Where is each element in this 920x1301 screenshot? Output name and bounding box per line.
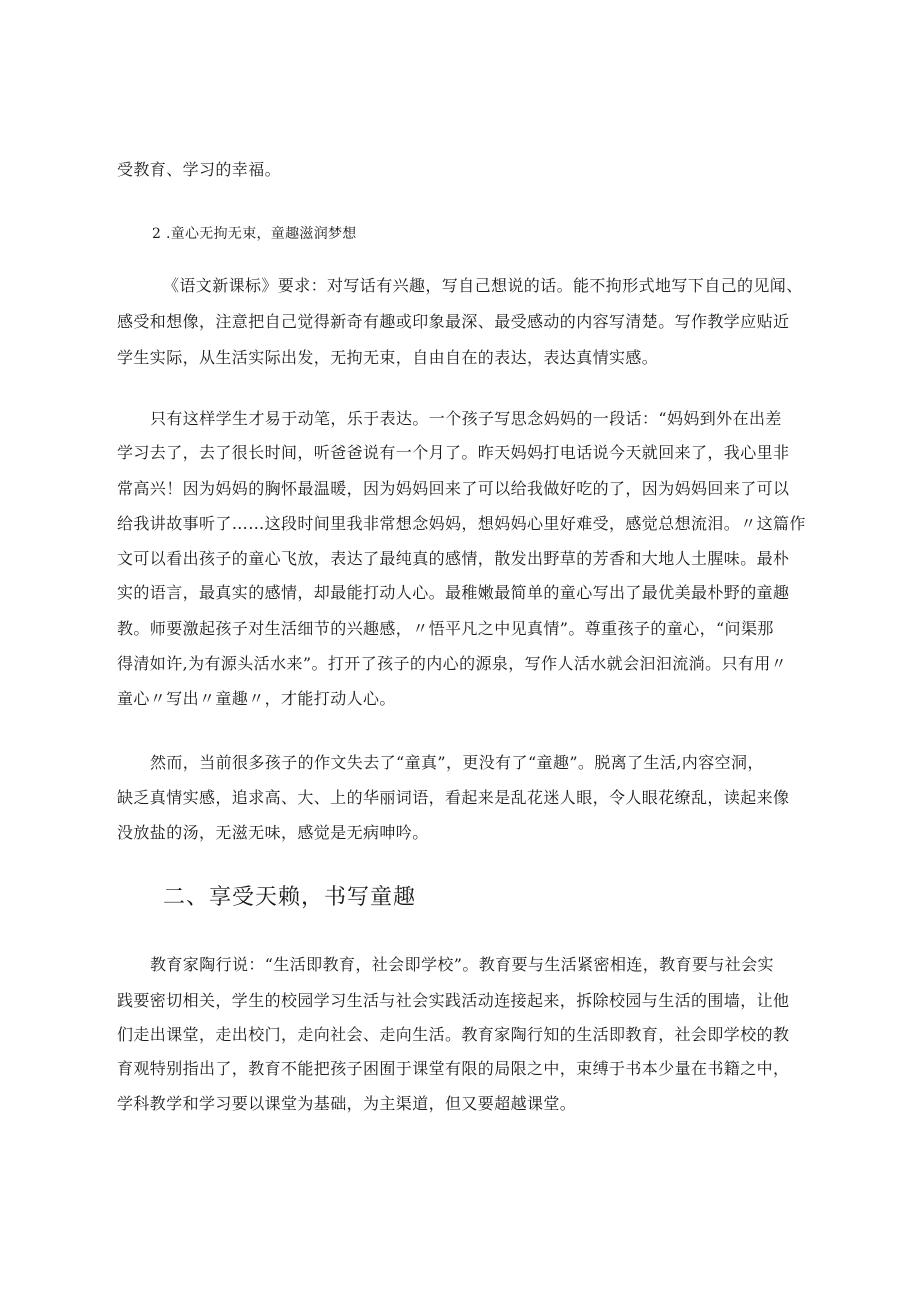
paragraph-line: 学科教学和学习要以课堂为基础，为主渠道，但又要超越课堂。	[117, 1094, 577, 1113]
section-subheading: 2 .童心无拘无束，童趣滋润梦想	[152, 226, 357, 242]
paragraph-line: 学习去了，去了很长时间，听爸爸说有一个月了。昨天妈妈打电话说今天就回来了，我心里非	[117, 443, 790, 462]
paragraph-line: 感受和想像，注意把自己觉得新奇有趣或印象最深、最受感动的内容写清楚。写作教学应贴近	[117, 312, 790, 331]
paragraph-line: 践要密切相关，学生的校园学习生活与社会实践活动连接起来，拆除校园与生活的围墙，让他	[117, 991, 790, 1010]
paragraph-line: 《语文新课标》要求：对写话有兴趣，写自己想说的话。能不拘形式地写下自己的见闻、	[163, 276, 803, 295]
paragraph-line: 育观特别指出了，教育不能把孩子困囿于课堂有限的局限之中，束缚于书本少量在书籍之中，	[117, 1059, 790, 1078]
paragraph-line: 学生实际，从生活实际出发，无拘无束，自由自在的表达，表达真情实感。	[117, 348, 659, 367]
paragraph-line: 教。师要激起孩子对生活细节的兴趣感，〃悟平凡之中见真情”。尊重孩子的童心，“问渠那	[117, 619, 774, 638]
paragraph-line: 们走出课堂，走出校门，走向社会、走向生活。教育家陶行知的生活即教育，社会即学校的教	[117, 1025, 790, 1044]
paragraph-line: 只有这样学生才易于动笔，乐于表达。一个孩子写思念妈妈的一段话：“妈妈到外在出差	[150, 409, 782, 428]
paragraph-line: 得清如许,为有源头活水来”。打开了孩子的内心的源泉，写作人活水就会汩汩流淌。只有用〃	[117, 654, 788, 673]
paragraph-line: 常高兴！因为妈妈的胸怀最温暖，因为妈妈回来了可以给我做好吃的了，因为妈妈回来了可以	[117, 479, 790, 498]
paragraph-line: 没放盐的汤，无滋无味，感觉是无病呻吟。	[117, 823, 429, 842]
intro-line: 受教育、学习的幸福。	[117, 160, 282, 179]
section-heading: 二、享受天赖，书写童趣	[163, 885, 417, 910]
paragraph-line: 童心〃写出〃童趣〃，才能打动人心。	[117, 689, 396, 708]
paragraph-line: 然而，当前很多孩子的作文失去了“童真”，更没有了“童趣”。脱离了生活,内容空洞，	[150, 753, 764, 772]
paragraph-line: 文可以看出孩子的童心飞放，表达了最纯真的感情，散发出野草的芳香和大地人土腥味。最朴	[117, 549, 790, 568]
paragraph-line: 教育家陶行说：“生活即教育，社会即学校”。教育要与生活紧密相连，教育要与社会实	[150, 955, 774, 974]
paragraph-line: 缺乏真情实感，追求高、大、上的华丽词语，看起来是乱花迷人眼，令人眼花缭乱，读起来像	[117, 788, 790, 807]
paragraph-line: 实的语言，最真实的感情，却最能打动人心。最稚嫩最简单的童心写出了最优美最朴野的童趣	[117, 583, 790, 602]
paragraph-line: 给我讲故事听了……这段时间里我非常想念妈妈，想妈妈心里好难受，感觉总想流泪。〃这篇作	[117, 514, 806, 533]
